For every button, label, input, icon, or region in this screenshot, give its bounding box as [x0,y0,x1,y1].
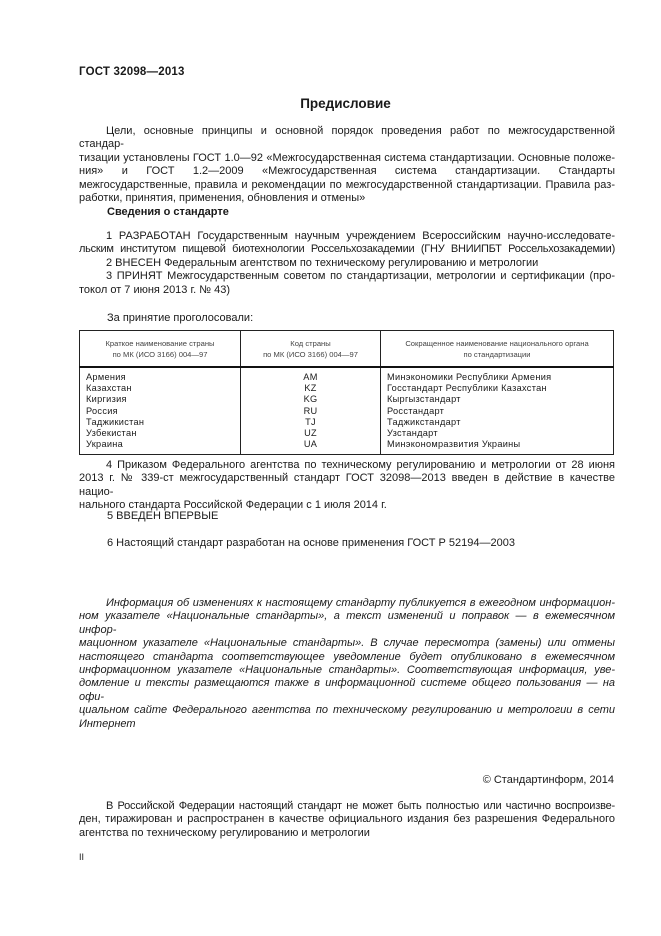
header-text: по МК (ИСО 3166) 004—97 [112,350,208,359]
notice-line: Информация об изменениях к настоящему стандарту публикуется в ежегодном информацион- [106,597,615,609]
country-column [80,367,241,455]
intro-line: ния» и ГОСТ 1.2—2009 «Межгосударственная система стандартизации. Стандарты [79,165,615,178]
table-header-row [80,331,614,368]
page-number: II [79,852,85,862]
reproduction-line: агентства по техническому регулированию и метрологии [79,826,370,839]
national-body: Таджикстандарт [387,416,461,427]
notice-line: домление и тексты размещаются также в информационной системе общего пользования — на офи- [79,677,615,703]
reproduction-line: В Российской Федерации настоящий стандарт не может быть полностью или частично воспроизве- [106,800,615,812]
country-name: Таджикистан [86,416,145,427]
national-body: Минэкономразвития Украины [387,439,521,450]
header-text: Код страны [290,339,331,348]
notice-line: мационном указателе «Национальные стандарты». В случае пересмотра (замены) или отмены [79,637,615,650]
intro-line: Цели, основные принципы и основной порядок проведения работ по межгосударственной стандар- [79,125,615,151]
code-column [241,367,381,455]
header-text: по стандартизации [463,350,531,359]
header-country-name [80,331,241,368]
info-item-1-cont: льским институтом пищевой биотехнологии Россельхозакадемии (ГНУ ВНИИПБТ Россельхозакадемии) [79,243,615,256]
info-item-3-cont: токол от 7 июня 2013 г. № 43) [79,283,231,296]
body-column [381,367,614,455]
national-body: Росстандарт [387,405,445,416]
country-code: KZ [304,383,317,394]
info-item-3: 3 ПРИНЯТ Межгосударственным советом по стандартизации, метрологии и сертификации (про- [106,270,615,283]
intro-line: тизации установлены ГОСТ 1.0—92 «Межгосударственная система стандартизации. Основные положе- [79,151,615,164]
notice-line: настоящего стандарта соответствующее уведомление будет опубликовано в ежемесячном [79,650,615,663]
national-body: Минэкономики Республики Армения [387,372,552,382]
notice-line: циальном сайте Федерального агентства по техническому регулированию и метрологии в сети [79,704,615,717]
page-title: Предисловие [300,96,391,111]
country-code: TJ [305,416,316,427]
changes-notice [79,597,615,731]
info-item-5: 5 ВВЕДЕН ВПЕРВЫЕ [107,510,219,522]
header-text: Краткое наименование страны [105,339,215,348]
national-body: Узстандарт [387,427,438,438]
info-item-4-line: нального стандарта Российской Федерации с 1 июля 2014 г. [79,499,387,512]
country-code: KG [303,394,318,405]
country-name: Армения [86,372,126,382]
header-text: по МК (ИСО 3166) 004—97 [263,350,358,359]
country-code: UA [303,439,318,450]
info-item-4-line: 2013 г. № 339-ст межгосударственный стандарт ГОСТ 32098—2013 введен в действие в качестве нацио- [79,472,615,498]
copyright-notice: © Стандартинформ, 2014 [482,774,614,786]
header-country-code [241,331,381,368]
country-code: RU [303,405,318,416]
info-items [79,230,615,297]
info-item-6: 6 Настоящий стандарт разработан на основе применения ГОСТ Р 52194—2003 [107,537,515,549]
voting-table [79,330,614,455]
header-national-body [381,331,614,368]
country-name: Киргизия [86,394,127,405]
notice-line: ном указателе «Национальные стандарты», а текст изменений и поправок — в ежемесячном инфор- [79,610,615,636]
notice-line: Интернет [79,717,136,730]
country-code: AM [303,372,318,382]
country-name: Казахстан [86,383,132,394]
voted-label: За принятие проголосовали: [107,312,254,324]
national-body: Госстандарт Республики Казахстан [387,383,547,394]
info-item-4-line: 4 Приказом Федерального агентства по техническому регулированию и метрологии от 28 июня [106,459,615,471]
national-body: Кыргызстандарт [387,394,461,405]
country-name: Россия [86,405,118,416]
notice-line: информационном указателе «Национальные стандарты». Соответствующая информация, уве- [79,664,615,677]
reproduction-line: ден, тиражирован и распространен в качестве официального издания без разрешения Федерального [79,813,615,826]
reproduction-notice [79,800,615,840]
document-code: ГОСТ 32098—2013 [79,66,185,78]
country-code: UZ [304,427,317,438]
intro-line: работки, принятия, применения, обновления и отмены» [79,192,366,205]
info-item-4 [79,459,615,513]
info-item-1: 1 РАЗРАБОТАН Государственным научным учреждением Всероссийским научно-исследовате- [106,230,615,242]
section-heading: Сведения о стандарте [107,206,229,218]
country-name: Узбекистан [86,427,137,438]
intro-paragraph [79,125,615,205]
intro-line: межгосударственные, правила и рекомендации по межгосударственной стандартизации. Правила раз- [79,178,615,191]
header-text: Сокращенное наименование национального органа [405,339,589,348]
country-name: Украина [86,439,124,450]
table-row [80,367,614,455]
info-item-2: 2 ВНЕСЕН Федеральным агентством по техническому регулированию и метрологии [106,256,539,269]
